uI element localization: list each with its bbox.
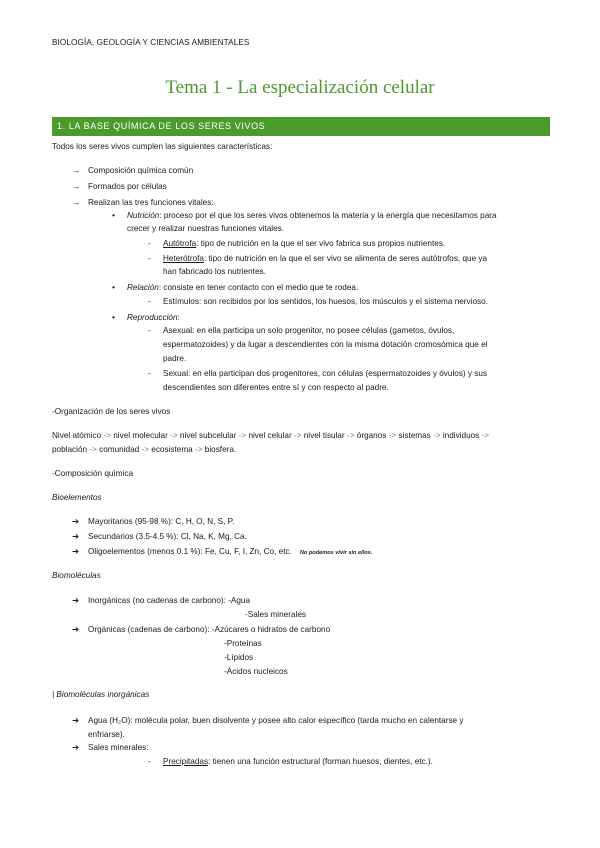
- oligoelementos-text: Oligoelementos (menos 0.1 %): Fe, Cu, F, I, Zn, Co, etc.: [88, 547, 292, 556]
- organicas-value: -Ácidos nucleicos: [224, 667, 288, 676]
- arrow-icon: ->: [103, 431, 111, 440]
- level-item: nivel tisular: [303, 431, 345, 440]
- level-item: nivel celular: [248, 431, 292, 440]
- organicas-value: -Proteínas: [224, 639, 262, 648]
- arrow-icon: →: [72, 181, 81, 191]
- level-item: Nivel atómico: [52, 431, 102, 440]
- precipitadas-item: [163, 756, 433, 768]
- relacion-term: Relación: [127, 283, 159, 292]
- arrow-icon: ->: [293, 431, 302, 440]
- arrow-icon: →: [72, 165, 81, 175]
- level-item: biosfera.: [204, 445, 237, 454]
- page-title: Tema 1 - La especialización celular: [165, 77, 435, 98]
- organicas-value: -Azúcares o hidratos de carbono: [211, 625, 331, 634]
- dash-icon: -: [148, 326, 151, 335]
- dash-icon: -: [148, 254, 151, 263]
- arrow-icon: ➔: [72, 624, 80, 634]
- intro-text: Todos los seres vivos cumplen las siguientes características:: [52, 142, 273, 151]
- organicas-item: [88, 624, 330, 636]
- composicion-heading: -Composición química: [52, 469, 133, 478]
- arrow-icon: ➔: [72, 595, 80, 605]
- biomoleculas-heading: Biomoléculas: [52, 571, 101, 580]
- bioelemento-item: Secundarios (3.5-4.5 %): Cl, Na, K, Mg, Ca.: [88, 532, 247, 541]
- bullet-icon: •: [112, 312, 115, 322]
- heterotrofa-term: Heterótrofa: [163, 254, 204, 263]
- arrow-icon: ->: [481, 431, 490, 440]
- sexual-line1: Sexual: en ella participan dos progenitores, con células (espermatozoides y óvulos) y sus: [163, 369, 488, 378]
- inorganicas-value: -Sales minerales: [245, 610, 306, 619]
- arrow-icon: ➔: [72, 715, 80, 725]
- bullet-icon: •: [112, 282, 115, 292]
- inorganicas-value: -Agua: [228, 596, 251, 605]
- levels-line1: [52, 430, 489, 442]
- level-item: individuos: [442, 431, 480, 440]
- level-item: comunidad: [99, 445, 140, 454]
- autotrofa-text: : tipo de nutrición en la que el ser vivo fabrica sus propios nutrientes.: [196, 239, 446, 248]
- bioelementos-heading: Bioelementos: [52, 493, 102, 502]
- precipitadas-term: Precipitadas: [163, 757, 209, 766]
- list-item: Realizan las tres funciones vitales:: [88, 198, 214, 207]
- nutricion-text: : proceso por el que los seres vivos obtenemos la materia y la energía que necesitamos para: [159, 211, 497, 220]
- arrow-icon: →: [72, 197, 81, 207]
- arrow-icon: ➔: [72, 531, 80, 541]
- agua-line2: enfriarse).: [88, 730, 125, 739]
- bioelementos-note: No podemos vivir sin ellos.: [299, 550, 373, 556]
- sales-item: Sales minerales:: [88, 743, 149, 752]
- section-heading-text: 1. LA BASE QUÍMICA DE LOS SERES VIVOS: [57, 121, 266, 131]
- heterotrofa-line2: han fabricado los nutrientes.: [163, 267, 266, 276]
- dash-icon: -: [148, 369, 151, 378]
- arrow-icon: ->: [89, 445, 97, 454]
- arrow-icon: ->: [388, 431, 397, 440]
- estimulos-item: Estímulos: son recibidos por los sentidos, los huesos, los músculos y el sistema nervioso.: [163, 297, 488, 306]
- inorganicas-label: Inorgánicas (no cadenas de carbono):: [88, 596, 229, 605]
- arrow-icon: ->: [347, 431, 355, 440]
- organizacion-heading: -Organización de los seres vivos: [52, 407, 171, 416]
- heterotrofa-text: : tipo de nutrición en la que el ser vivo se alimenta de seres autótrofos, que ya: [203, 254, 488, 263]
- list-item: Formados por células: [88, 182, 167, 191]
- organicas-label: Orgánicas (cadenas de carbono):: [88, 625, 212, 634]
- dash-icon: -: [148, 239, 151, 248]
- level-item: órganos: [356, 431, 387, 440]
- reproduccion-term: Reproducción: [127, 313, 178, 322]
- arrow-icon: ->: [170, 431, 178, 440]
- arrow-icon: ->: [433, 431, 441, 440]
- precipitadas-text: : tienen una función estructural (forman huesos, dientes, etc.).: [208, 757, 433, 766]
- section-heading: [52, 117, 550, 136]
- level-item: ecosistema: [151, 445, 193, 454]
- nutricion-term: Nutrición: [127, 211, 160, 220]
- sexual-line2: descendientes son diferentes entre sí y con respecto al padre.: [163, 383, 389, 392]
- arrow-icon: ->: [141, 445, 149, 454]
- asexual-line3: padre.: [163, 354, 187, 363]
- bioelemento-item: [88, 546, 372, 559]
- bioelemento-item: Mayoritarios (95-98 %): C, H, O, N, S, P.: [88, 517, 235, 526]
- course-header: BIOLOGÍA, GEOLOGÍA Y CIENCIAS AMBIENTALES: [52, 38, 250, 47]
- inorganicas-item: [88, 595, 250, 607]
- arrow-icon: ->: [238, 431, 247, 440]
- levels-line2: [52, 444, 236, 456]
- dash-icon: -: [148, 757, 151, 766]
- level-item: población: [52, 445, 88, 454]
- asexual-line1: Asexual: en ella participa un solo progenitor, no posee células (gametos, óvulos,: [163, 326, 455, 335]
- organicas-value: -Lípidos: [224, 653, 254, 662]
- relacion-line: [127, 282, 358, 294]
- nutricion-line1: [127, 210, 497, 222]
- reproduccion-line: [127, 312, 180, 324]
- arrow-icon: ➔: [72, 516, 80, 526]
- relacion-text: : consiste en tener contacto con el medio que te rodea.: [158, 283, 359, 292]
- autotrofa-term: Autótrofa: [163, 239, 197, 248]
- asexual-line2: espermatozoides) y da lugar a descendientes con la misma dotación cromosómica que el: [163, 340, 488, 349]
- arrow-icon: ➔: [72, 742, 80, 752]
- reproduccion-colon: :: [177, 313, 180, 322]
- inorganicas-section-heading: | Biomoléculas inorgánicas: [52, 690, 150, 699]
- level-item: nivel molecular: [113, 431, 168, 440]
- heterotrofa-item: [163, 253, 487, 265]
- list-item: Composición química común: [88, 166, 194, 175]
- autotrofa-item: [163, 238, 445, 250]
- level-item: nivel subcelular: [179, 431, 237, 440]
- dash-icon: -: [148, 297, 151, 306]
- nutricion-line2: crecer y realizar nuestras funciones vitales.: [127, 224, 284, 233]
- arrow-icon: ➔: [72, 546, 80, 556]
- level-item: sistemas: [398, 431, 431, 440]
- agua-line1: Agua (H₂O): molécula polar, buen disolvente y posee alto calor específico (tarda mucho en calentarse y: [88, 716, 464, 725]
- arrow-icon: ->: [194, 445, 203, 454]
- bullet-icon: •: [112, 210, 115, 220]
